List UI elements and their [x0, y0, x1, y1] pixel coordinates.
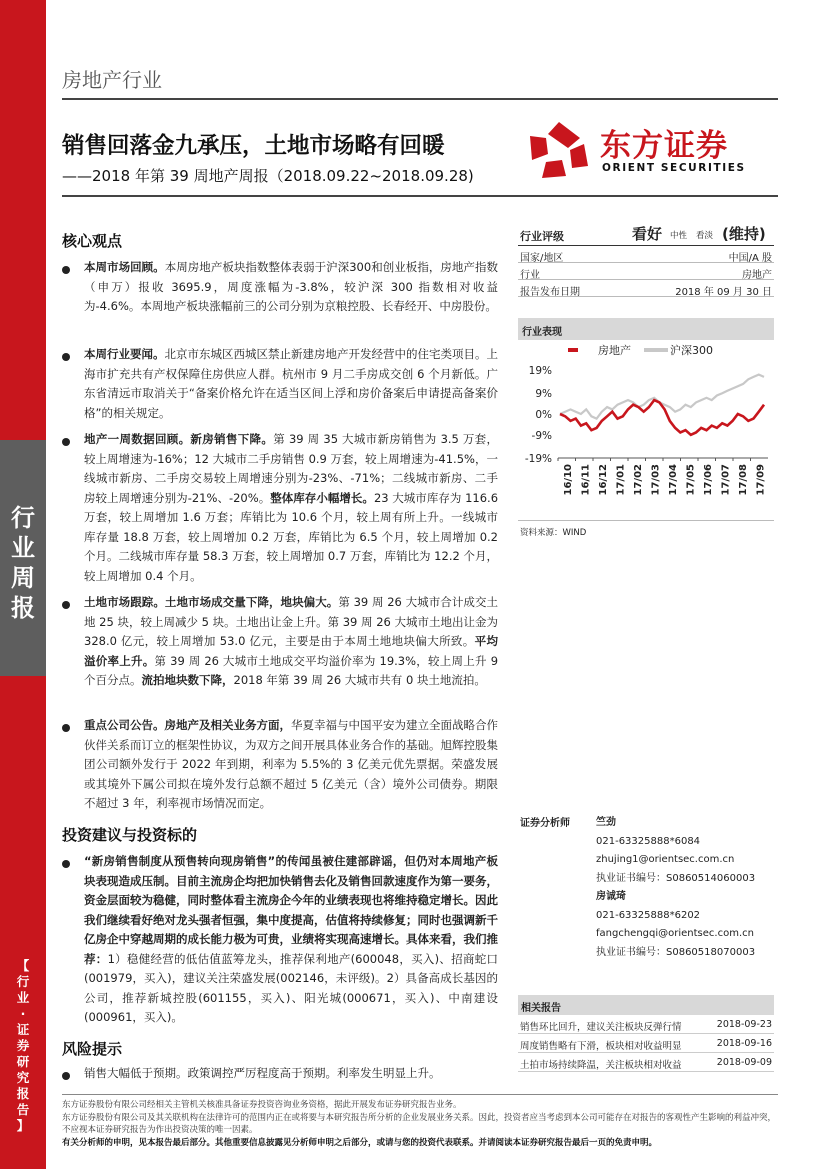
analyst-cert: 执业证书编号：S0860518070003: [596, 946, 756, 958]
x-tick-label: 17/04: [667, 464, 679, 496]
x-tick-label: 16/11: [580, 464, 592, 496]
analyst-phone: 021-63325888*6202: [596, 909, 701, 921]
y-tick-label: -9%: [531, 429, 552, 442]
logo-cn-text: 东方证券: [600, 128, 728, 164]
side-bottom-label: 【 行 业 · 证 券 研 究 报 告 】: [16, 958, 30, 1133]
info-row: 行业 房地产: [520, 270, 772, 281]
info-row: 报告发布日期 2018 年 09 月 30 日: [520, 287, 772, 298]
rating-value: 看好: [632, 225, 663, 243]
page-title: 销售回落金九承压，土地市场略有回暖: [62, 133, 445, 159]
bullet-dot: [62, 353, 70, 361]
analyst-phone: 021-63325888*6084: [596, 835, 701, 847]
x-tick-label: 16/10: [562, 464, 574, 496]
x-tick-label: 17/09: [755, 464, 767, 496]
side-label-3: 周: [11, 564, 35, 592]
related-reports: [518, 995, 774, 1072]
analyst-label: 证券分析师: [520, 818, 570, 829]
bullet-dot: [62, 860, 70, 868]
bullet-company-news: 重点公司公告。房地产及相关业务方面，华夏幸福与中国平安为建立全面战略合作伙伴关系而订立的框架性协议，为双方之间开展具体业务合作的基础。旭辉控股集团公司额外发行于 2022 年到期，利率为 5.5%的 3 亿美元优先票据。荣盛发展或其境外下属公司拟在境外发行总额不超过 5 亿美元（含）境外公司债券。期限不超过 3 年，利率视市场情况而定。: [84, 718, 498, 810]
page-subtitle: ——2018 年第 39 周地产周报（2018.09.22~2018.09.28): [62, 167, 474, 185]
side-label-4: 报: [11, 594, 35, 622]
footer-line-1: 东方证券股份有限公司经相关主管机关核准具备证券投资咨询业务资格，据此开展发布证券研究报告业务。: [62, 1100, 462, 1110]
perf-title: 行业表现: [522, 327, 562, 338]
side-label-2: 业: [11, 534, 35, 562]
side-label-1: 行: [11, 504, 35, 532]
industry-performance-chart: [518, 340, 774, 515]
x-tick-label: 17/06: [702, 464, 714, 496]
bullet-dot: [62, 438, 70, 446]
bullet-weekly-data: 地产一周数据回顾。新房销售下降。第 39 周 35 大城市新房销售为 3.5 万套，较上周增速为-16%；12 大城市二手房销售 0.9 万套，较上周增速为-41.5%，一线城市新房、二手房交易较上周增速分别为-23%、-71%；二线城市新房、二手房较上周增速分别为-21%、-20%。整体库存小幅增长。23 大城市库存为 116.6 万套，较上周增加 1.6 万套；库销比为 10.6 个月，较上周有所上升。一线城市库存量 18.8 万套，较上周增加 0.2 万套，库销比为 6.5 个月，较上周增加 0.2 个月。二线城市库存量 58.3 万套，较上周增加 0.7 万套，库销比为 12.2 个月，较上周增加 0.4 个月。: [84, 432, 499, 583]
series-line-realestate: [560, 400, 764, 435]
risk-title: 风险提示: [62, 1040, 123, 1058]
chart-divider: [518, 520, 774, 521]
bullet-market-review: 本周市场回顾。本周房地产板块指数整体表弱于沪深300和创业板指，房地产指数（申万）报收 3695.9，周度涨幅为-3.8%，较沪深 300 指数相对收益为-4.6%。本周地产板块涨幅前三的公司分别为京粮控股、长春经开、中房股份。: [84, 260, 498, 313]
x-tick-label: 17/02: [632, 464, 644, 496]
reports-header: [518, 995, 774, 1015]
info-row: 国家/地区 中国/A 股: [520, 253, 772, 264]
header-divider: [62, 98, 778, 100]
bullet-dot: [62, 1072, 70, 1080]
industry-label: 房地产行业: [62, 68, 162, 92]
company-logo: [528, 118, 778, 186]
report-item[interactable]: 土拍市场持续降温，关注板块相对收益 2018-09-09: [518, 1053, 774, 1072]
y-tick-label: 9%: [535, 388, 552, 401]
y-tick-label: -19%: [524, 453, 552, 465]
invest-title: 投资建议与投资标的: [62, 826, 198, 844]
logo-mark-icon: [528, 120, 590, 182]
footer-divider: [62, 1094, 778, 1095]
perf-header: [518, 318, 774, 340]
footer: [62, 1099, 778, 1149]
analyst-email[interactable]: fangchengqi@orientsec.com.cn: [596, 928, 754, 939]
footer-line-2: 东方证券股份有限公司及其关联机构在法律许可的范围内正在或将要与本研究报告所分析的企业发展业务关系。因此，投资者应当考虑到本公司可能存在对报告的客观性产生影响的利益冲突，不应视本证券研究报告为作出投资决策的唯一因素。: [62, 1112, 777, 1135]
report-item[interactable]: 周度销售略有下滑，板块相对收益明显 2018-09-16: [518, 1034, 774, 1053]
chart-source: 资料来源：WIND: [520, 528, 587, 538]
y-tick-label: 0%: [535, 409, 552, 421]
x-tick-label: 17/07: [720, 464, 732, 496]
rating-neutral: 中性: [670, 231, 688, 241]
legend-hs300: 沪深300: [670, 344, 713, 357]
reports-title: 相关报告: [521, 1003, 561, 1014]
rating-keep: (维持): [722, 225, 766, 243]
core-view-title: 核心观点: [62, 232, 123, 250]
analyst-cert: 执业证书编号：S0860514060003: [596, 872, 756, 884]
bullet-industry-news: 本周行业要闻。北京市东城区西城区禁止新建房地产开发经营中的住宅类项目。上海市扩充共有产权保障住房供应人群。杭州市 9 月二手房成交创 6 个月新低。广东省清远市取消关于“备案价格允许在适当区间上浮和房价备案后申请提高备案价格”的相关规定。: [84, 347, 498, 420]
rating-box: [518, 221, 774, 297]
bullet-dot: [62, 266, 70, 274]
bullet-dot: [62, 601, 70, 609]
report-item[interactable]: 销售环比回升，建议关注板块反弹行情 2018-09-23: [518, 1015, 774, 1034]
analyst-email[interactable]: zhujing1@orientsec.com.cn: [596, 854, 735, 865]
analyst-name: 竺劲: [596, 817, 616, 828]
x-tick-label: 17/01: [615, 464, 627, 496]
risk-text: 销售大幅低于预期。政策调控严厉程度高于预期。利率发生明显上升。: [84, 1066, 441, 1080]
rating-bearish: 看淡: [696, 231, 714, 241]
legend-realestate: 房地产: [598, 344, 631, 357]
logo-en-text: ORIENT SECURITIES: [602, 162, 746, 174]
title-divider: [62, 195, 778, 197]
y-tick-label: 19%: [528, 365, 552, 377]
x-tick-label: 17/08: [737, 464, 749, 496]
bullet-land-market: 土地市场跟踪。土地市场成交量下降，地块偏大。第 39 周 26 大城市合计成交土地 25 块，较上周减少 5 块。土地出让金上升。第 39 周 26 大城市土地出让金为 328.0 亿元，较上周增加 53.0 亿元，主要是由于本周土地地块偏大所致。平均溢价率上升。第 39 周 26 大城市土地成交平均溢价率为 19.3%，较上周上升 9 个百分点。流拍地块数下降，2018 年第 39 周 26 大城市共有 0 块土地流拍。: [84, 595, 499, 687]
x-tick-label: 16/12: [597, 464, 609, 496]
invest-paragraph: “新房销售制度从预售转向现房销售”的传闻虽被住建部辟谣，但仍对本周地产板块表现造成压制。目前主流房企均把加快销售去化及销售回款速度作为第一要务，资金层面较为稳健，同时整体看主流房企今年的业绩表现也将维持稳定增长。因此我们继续看好绝对龙头强者恒强，集中度提高，估值将持续修复；同时也强调新千亿房企中穿越周期的成长能力极为可贵，业绩将实现高速增长。具体来看，我们推荐：1）稳健经营的低估值蓝筹龙头，推荐保利地产(600048，买入)、招商蛇口(001979，买入)，建议关注荣盛发展(002146，未评级)。2）具备高成长基因的公司，推荐新城控股(601155，买入)、阳光城(000671，买入)、中南建设(000961，买入)。: [84, 854, 499, 1024]
footer-line-3: 有关分析师的申明，见本报告最后部分。其他重要信息披露见分析师申明之后部分，或请与您的投资代表联系。并请阅读本证券研究报告最后一页的免责申明。: [62, 1137, 658, 1148]
x-tick-label: 17/05: [685, 464, 697, 496]
series-line-hs300: [560, 375, 764, 419]
bullet-dot: [62, 724, 70, 732]
analyst-name: 房诚琦: [596, 891, 626, 902]
analyst-1: [596, 814, 755, 962]
x-tick-label: 17/03: [650, 464, 662, 496]
rating-label: 行业评级: [520, 230, 564, 243]
